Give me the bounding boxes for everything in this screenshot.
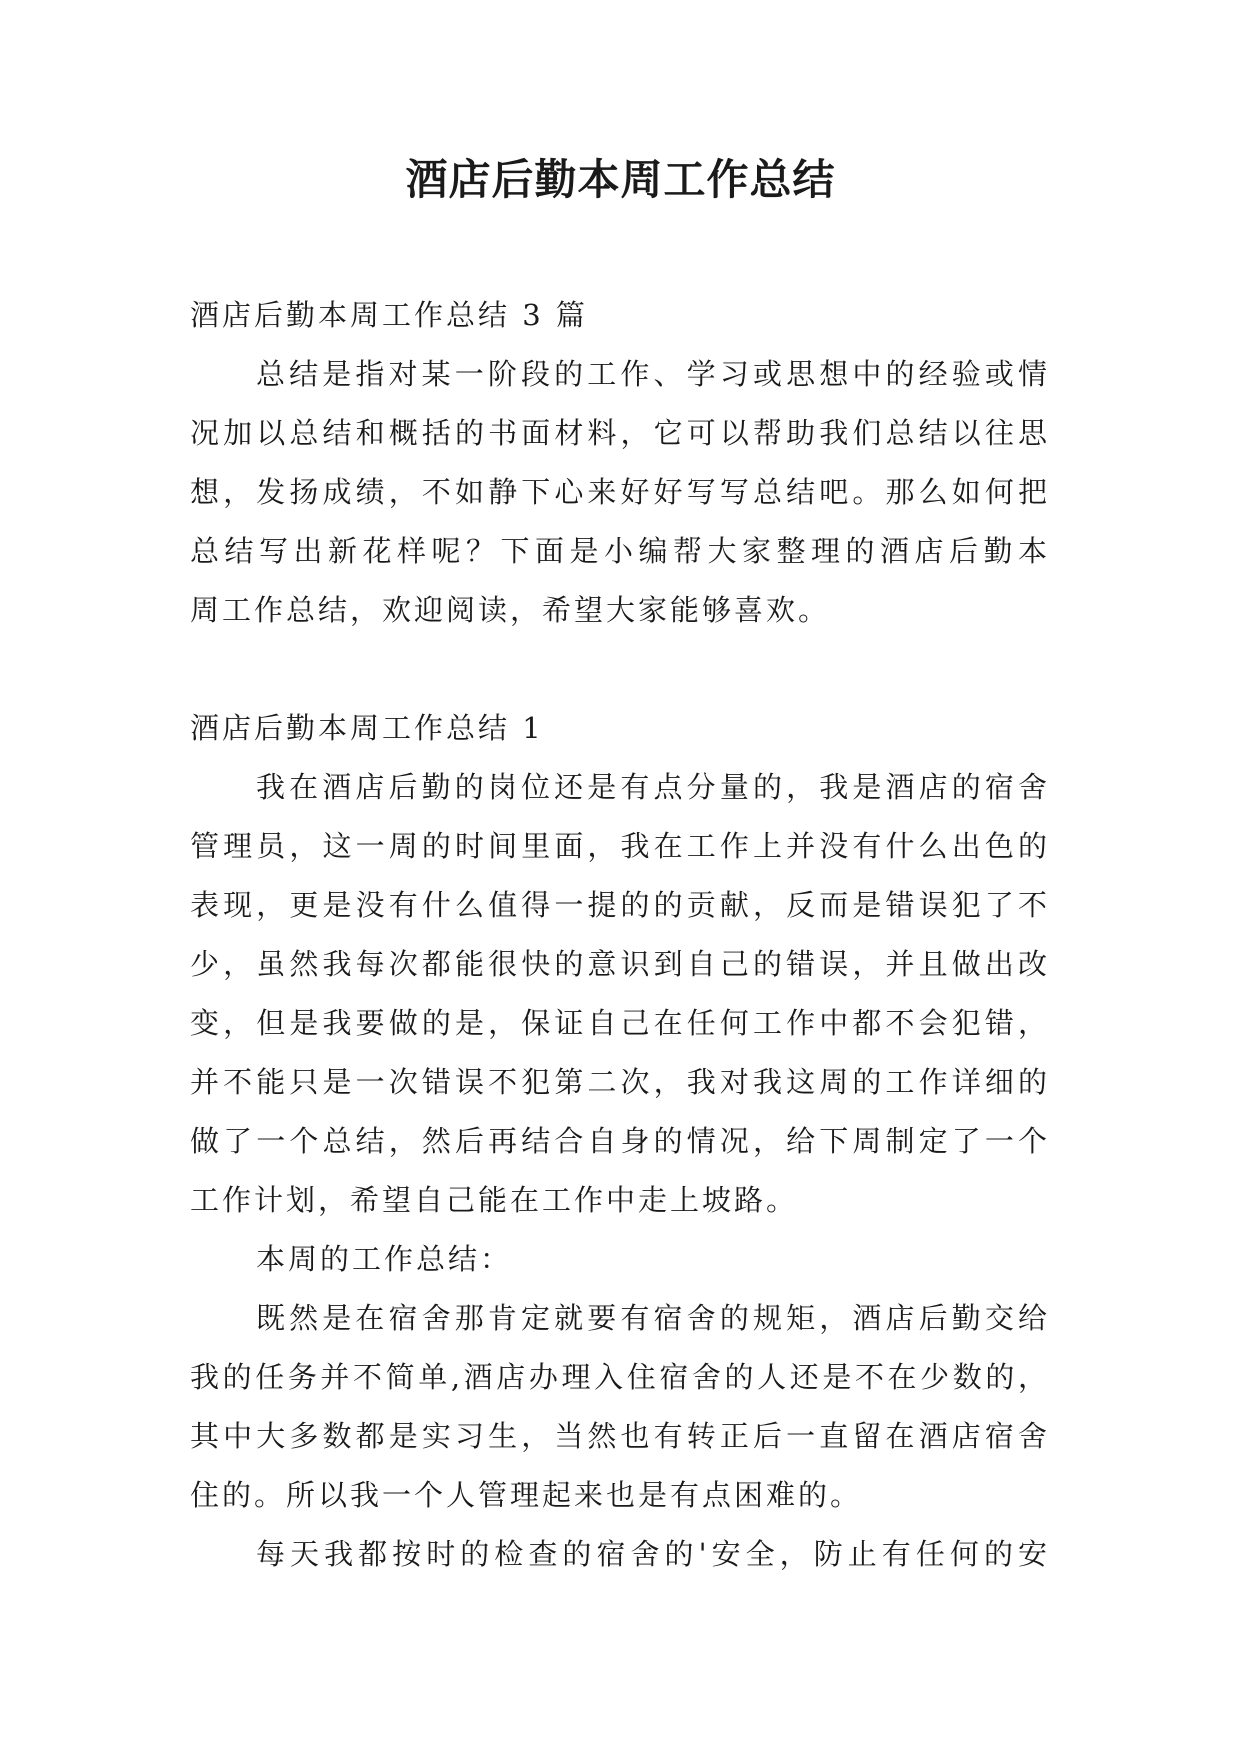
body-line: 我在酒店后勤的岗位还是有点分量的，我是酒店的宿舍 — [256, 770, 1050, 804]
intro-line: 况加以总结和概括的书面材料，它可以帮助我们总结以往思 — [190, 416, 1050, 450]
body-line: 既然是在宿舍那肯定就要有宿舍的规矩，酒店后勤交给 — [256, 1301, 1050, 1335]
body-line: 并不能只是一次错误不犯第二次，我对我这周的工作详细的 — [190, 1065, 1050, 1099]
body-line: 管理员，这一周的时间里面，我在工作上并没有什么出色的 — [190, 829, 1050, 863]
body-line: 做了一个总结，然后再结合自身的情况，给下周制定了一个 — [190, 1124, 1050, 1158]
body-line: 工作计划，希望自己能在工作中走上坡路。 — [190, 1183, 799, 1217]
body-line: 本周的工作总结： — [256, 1242, 513, 1276]
body-line: 其中大多数都是实习生，当然也有转正后一直留在酒店宿舍 — [190, 1419, 1050, 1453]
body-line: 表现，更是没有什么值得一提的的贡献，反而是错误犯了不 — [190, 888, 1050, 922]
document-body — [190, 286, 1050, 1584]
body-line: 每天我都按时的检查的宿舍的'安全，防止有任何的安 — [256, 1537, 1050, 1571]
intro-line: 周工作总结，欢迎阅读，希望大家能够喜欢。 — [190, 593, 831, 627]
paragraph-spacer — [190, 640, 1050, 699]
intro-line: 想，发扬成绩，不如静下心来好好写写总结吧。那么如何把 — [190, 475, 1050, 509]
intro-line: 总结是指对某一阶段的工作、学习或思想中的经验或情 — [256, 357, 1050, 391]
body-line: 住的。所以我一个人管理起来也是有点困难的。 — [190, 1478, 863, 1512]
body-line: 变，但是我要做的是，保证自己在任何工作中都不会犯错， — [190, 1006, 1050, 1040]
body-line: 少，虽然我每次都能很快的意识到自己的错误，并且做出改 — [190, 947, 1050, 981]
document-title: 酒店后勤本周工作总结 — [405, 155, 836, 204]
body-line: 我的任务并不简单,酒店办理入住宿舍的人还是不在少数的， — [190, 1360, 1050, 1394]
intro-line: 总结写出新花样呢？下面是小编帮大家整理的酒店后勤本 — [190, 534, 1050, 568]
subtitle-line: 酒店后勤本周工作总结 3 篇 — [190, 298, 588, 332]
section-heading: 酒店后勤本周工作总结 1 — [190, 711, 544, 745]
